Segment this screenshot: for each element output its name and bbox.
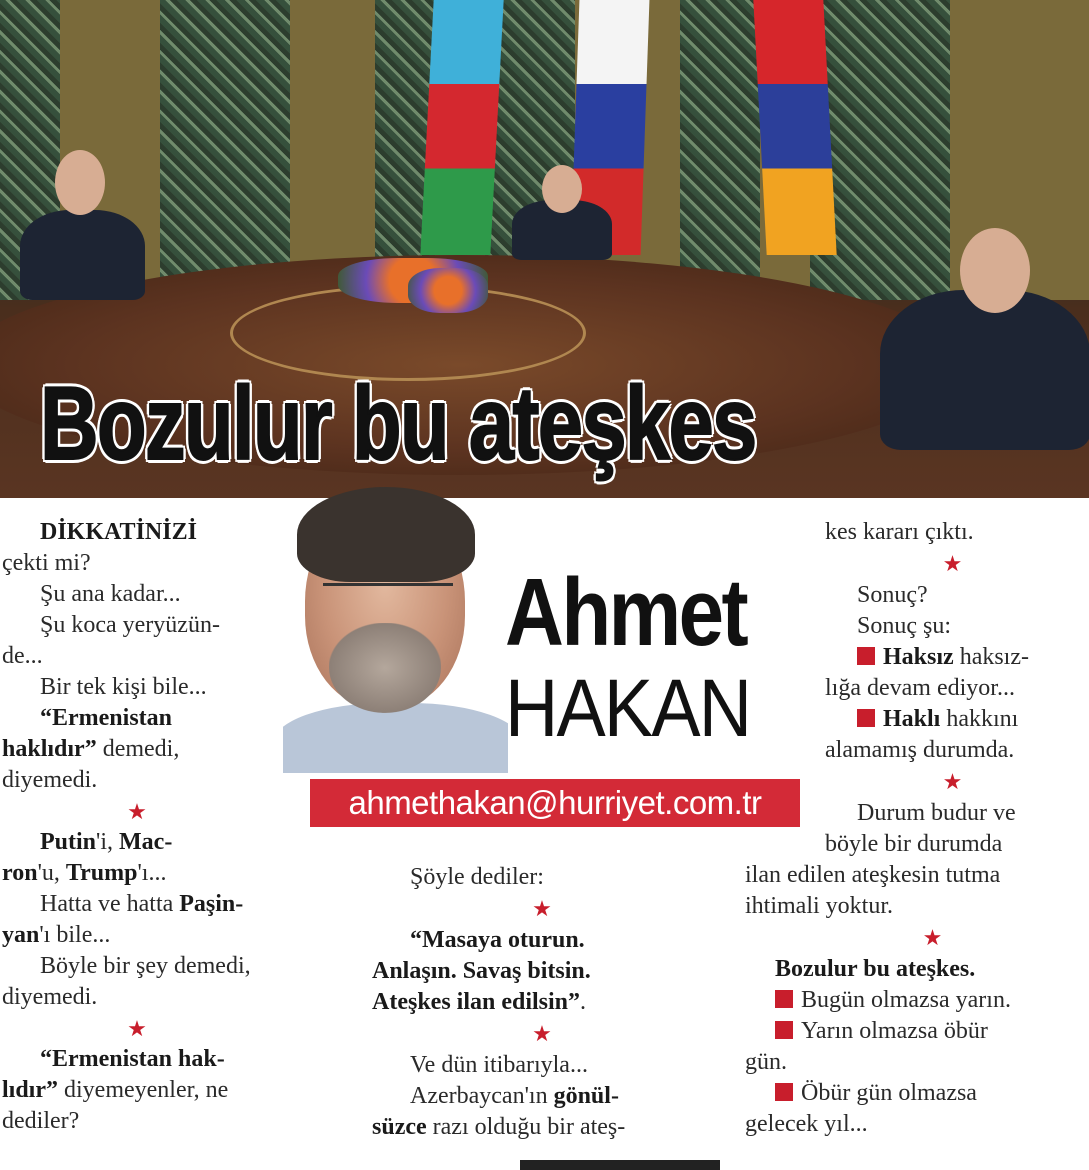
star-divider [372,893,702,925]
portrait-hair [297,487,475,582]
star-icon: ★ [922,925,943,950]
text-line: çekti mi? [2,550,91,576]
star-icon: ★ [127,1016,147,1041]
text-line: Şu koca yeryüzün- [40,612,220,638]
text-line: kes kararı çıktı. [825,519,974,545]
text-line: Durum budur ve [857,800,1016,826]
author-email-link[interactable]: ahmethakan@hurriyet.com.tr [310,779,800,827]
headline: Bozulur bu ateşkes [40,366,756,482]
bullet-square-icon [775,990,793,1008]
photo-curtain [160,0,290,300]
column-3 [745,517,1080,1140]
text-line: Ateşkes ilan edilsin”. [372,989,587,1015]
star-icon: ★ [942,551,963,576]
text-line: “Masaya oturun. [410,927,585,953]
person-center-head [542,165,582,213]
text-line: alamamış durumda. [825,737,1015,763]
person-left [20,210,145,300]
bullet-square-icon [857,647,875,665]
text-line: lığa devam ediyor... [825,675,1015,701]
text-line: diyemedi. [2,767,98,793]
text-line: de... [2,643,43,669]
armenia-flag [753,0,836,255]
star-icon: ★ [942,769,963,794]
text-line: ron'u, Trump'ı... [2,860,167,886]
headline-photo [0,0,1089,498]
star-divider [745,766,1080,798]
bullet-square-icon [775,1083,793,1101]
text-line: “Ermenistan hak- [40,1046,225,1072]
text-line: Böyle bir şey demedi, [40,953,251,979]
text-line: böyle bir durumda [825,831,1003,857]
portrait-shirt [283,703,508,773]
text-line: Öbür gün olmazsa [745,1078,1080,1109]
text-line: Haklı hakkını [745,704,1080,735]
text-line: Şu ana kadar... [40,581,181,607]
star-divider [745,548,1080,580]
author-last-name: HAKAN [505,663,751,754]
text-line: Bir tek kişi bile... [40,674,207,700]
star-icon: ★ [127,799,147,824]
person-left-head [55,150,105,215]
text-line: Hatta ve hatta Paşin- [40,891,244,917]
author-portrait [283,473,508,773]
text-line: süzce razı olduğu bir ateş- [372,1114,626,1140]
text-line: Sonuç şu: [857,613,952,639]
bullet-square-icon [775,1021,793,1039]
star-divider [2,796,272,827]
author-first-name: Ahmet [505,559,747,666]
portrait-beard [329,623,441,713]
text-line: ilan edilen ateşkesin tutma [745,862,1001,888]
text-line: gün. [745,1049,787,1075]
text-line: Haksız haksız- [745,642,1080,673]
column-1 [2,517,272,1137]
text-line: Bugün olmazsa yarın. [745,985,1080,1016]
text-line: diyemedi. [2,984,98,1010]
text-line: Putin'i, Mac- [40,829,173,855]
text-line: gelecek yıl... [745,1111,868,1137]
text-line: yan'ı bile... [2,922,111,948]
bullet-square-icon [857,709,875,727]
star-divider [745,922,1080,954]
text-line: “Ermenistan [40,705,172,731]
text-line: Azerbaycan'ın gönül- [410,1083,619,1109]
text-line: Sonuç? [857,582,928,608]
person-right-head [960,228,1030,313]
azerbaijan-flag [420,0,503,255]
text-line: Yarın olmazsa öbür [745,1016,1080,1047]
portrait-glasses [323,583,453,614]
text-line: Bozulur bu ateşkes. [775,956,976,982]
text-line: Anlaşın. Savaş bitsin. [372,958,591,984]
photo-curtain [680,0,760,300]
text-line: Ve dün itibarıyla... [410,1052,588,1078]
star-icon: ★ [532,896,552,921]
star-divider [2,1013,272,1044]
text-line: dediler? [2,1108,80,1134]
text-line: Şöyle dediler: [410,864,544,890]
person-right [880,290,1089,450]
text-line: DİKKATİNİZİ [40,519,197,545]
text-line: lıdır” diyemeyenler, ne [2,1077,229,1103]
text-line: haklıdır” demedi, [2,736,180,762]
column-2 [372,862,702,1143]
bottom-image-edge [520,1160,720,1170]
flower-arrangement [408,268,488,313]
star-icon: ★ [532,1021,552,1046]
star-divider [372,1018,702,1050]
text-line: ihtimali yoktur. [745,893,893,919]
